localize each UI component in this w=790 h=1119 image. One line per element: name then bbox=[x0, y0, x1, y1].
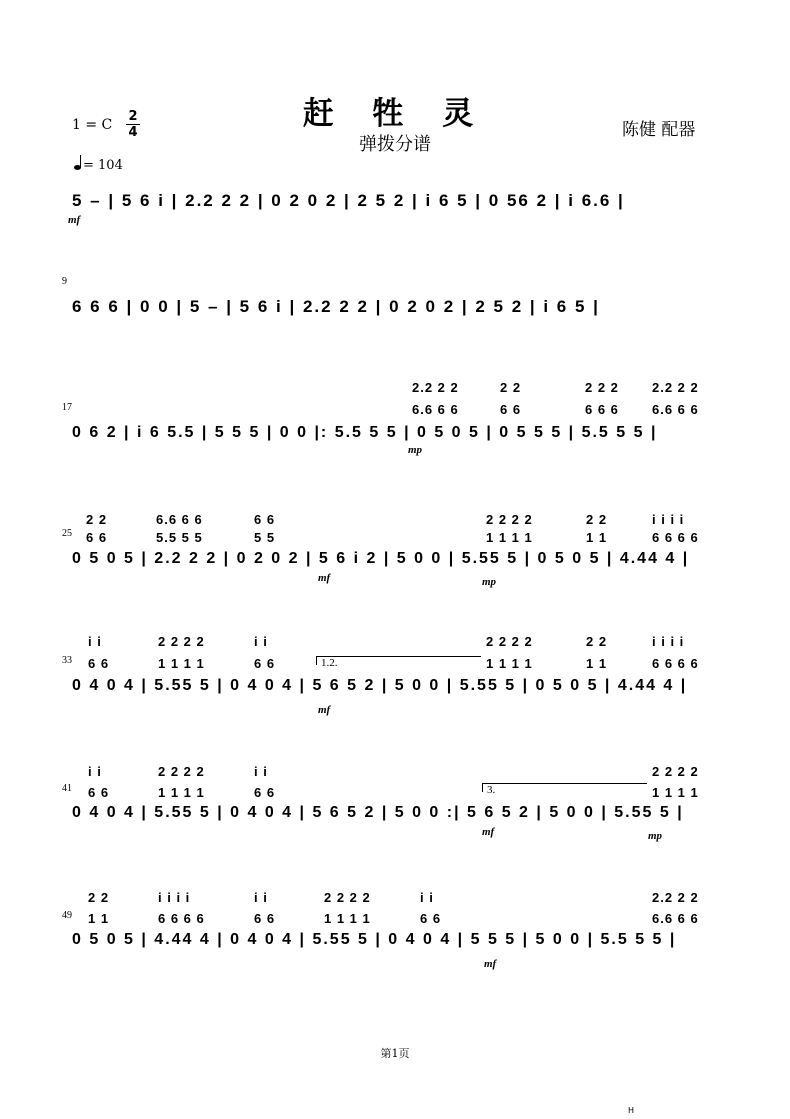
measure-number: 17 bbox=[62, 402, 72, 413]
dynamic-mf: mf bbox=[68, 214, 81, 226]
chord-upper: i i bbox=[254, 634, 268, 649]
chord-upper: 2 2 2 2 bbox=[486, 634, 533, 649]
score-subtitle: 弹拨分谱 bbox=[359, 134, 431, 155]
system-7-notes: 0 5 0 5 | 4.44 4 | 0 4 0 4 | 5.55 5 | 0 4 0 4 | 5 5 5 | 5 0 0 | 5.5 5 5 | bbox=[72, 931, 677, 948]
chord-upper: 2 2 bbox=[586, 634, 608, 649]
chord-middle: 5.5 5 5 bbox=[156, 530, 203, 545]
dynamic-mp: mp bbox=[408, 444, 423, 456]
tempo-value: = 104 bbox=[83, 158, 123, 173]
chord-middle: 6 6 6 6 bbox=[652, 656, 699, 671]
chord-upper: i i i i bbox=[652, 512, 685, 527]
chord-middle: 1 1 1 1 bbox=[158, 656, 205, 671]
time-signature bbox=[126, 110, 140, 139]
chord-middle: 6 6 bbox=[254, 656, 276, 671]
chord-upper: 6.6 6 6 bbox=[156, 512, 203, 527]
chord-upper: 2 2 bbox=[500, 380, 522, 395]
key-signature: 1 = C bbox=[72, 117, 113, 133]
chord-upper: 2 2 2 2 bbox=[324, 890, 371, 905]
dynamic-mf: mf bbox=[318, 704, 331, 716]
chord-upper: i i bbox=[254, 764, 268, 779]
chord-upper: 2 2 bbox=[88, 890, 110, 905]
chord-upper: i i bbox=[420, 890, 434, 905]
chord-middle: 1 1 1 1 bbox=[652, 785, 699, 800]
time-signature-top: 2 bbox=[128, 109, 138, 124]
volta-bracket: 3. bbox=[482, 783, 647, 792]
chord-middle: 6 6 bbox=[86, 530, 108, 545]
chord-middle: 1 1 bbox=[88, 911, 110, 926]
chord-middle: 6 6 bbox=[88, 656, 110, 671]
chord-middle: 1 1 bbox=[586, 530, 608, 545]
chord-middle: 6 6 6 bbox=[585, 402, 619, 417]
volta-bracket: 1.2. bbox=[316, 656, 481, 665]
page-number: 第1页 bbox=[380, 1047, 410, 1060]
chord-middle: 1 1 bbox=[586, 656, 608, 671]
measure-number: 33 bbox=[62, 655, 72, 666]
chord-middle: 6 6 6 6 bbox=[158, 911, 205, 926]
chord-upper: 2 2 2 2 bbox=[652, 764, 699, 779]
chord-upper: i i bbox=[88, 764, 102, 779]
chord-upper: 2.2 2 2 bbox=[412, 380, 459, 395]
chord-upper: 2 2 2 2 bbox=[158, 634, 205, 649]
chord-middle: 1 1 1 1 bbox=[486, 530, 533, 545]
dynamic-mp: mp bbox=[648, 830, 663, 842]
chord-upper: i i bbox=[254, 890, 268, 905]
dynamic-mf: mf bbox=[318, 572, 331, 584]
chord-middle: 1 1 1 1 bbox=[486, 656, 533, 671]
measure-number: 25 bbox=[62, 528, 72, 539]
measure-number: 41 bbox=[62, 783, 72, 794]
measure-number: 9 bbox=[62, 276, 67, 287]
dynamic-mf: mf bbox=[482, 826, 495, 838]
system-2-notes: 6 6 6 | 0 0 | 5 – | 5 6 i | 2.2 2 2 | 0 2 0 2 | 2 5 2 | i 6 5 | bbox=[72, 297, 600, 316]
time-signature-bottom: 4 bbox=[128, 125, 138, 140]
chord-upper: 2 2 2 2 bbox=[486, 512, 533, 527]
system-3-notes: 0 6 2 | i 6 5.5 | 5 5 5 | 0 0 |: 5.5 5 5 | 0 5 0 5 | 0 5 5 5 | 5.5 5 5 | bbox=[72, 424, 658, 441]
chord-middle: 6 6 bbox=[500, 402, 522, 417]
chord-middle: 6.6 6 6 bbox=[652, 402, 699, 417]
chord-middle: 6 6 bbox=[254, 911, 276, 926]
system-5-notes: 0 4 0 4 | 5.55 5 | 0 4 0 4 | 5 6 5 2 | 5 0 0 | 5.55 5 | 0 5 0 5 | 4.44 4 | bbox=[72, 677, 688, 694]
chord-middle: 5 5 bbox=[254, 530, 276, 545]
system-4-notes: 0 5 0 5 | 2.2 2 2 | 0 2 0 2 | 5 6 i 2 | 5 0 0 | 5.55 5 | 0 5 0 5 | 4.44 4 | bbox=[72, 550, 690, 567]
chord-upper: 6 6 bbox=[254, 512, 276, 527]
chord-upper: i i i i bbox=[158, 890, 191, 905]
chord-middle: 6 6 6 6 bbox=[652, 530, 699, 545]
chord-middle: 6 6 bbox=[254, 785, 276, 800]
corner-mark: H bbox=[628, 1106, 635, 1115]
chord-upper: 2 2 bbox=[86, 512, 108, 527]
dynamic-mp: mp bbox=[482, 576, 497, 588]
system-6-notes: 0 4 0 4 | 5.55 5 | 0 4 0 4 | 5 6 5 2 | 5 0 0 :| 5 6 5 2 | 5 0 0 | 5.55 5 | bbox=[72, 804, 684, 821]
chord-upper: 2 2 2 bbox=[585, 380, 619, 395]
chord-middle: 6 6 bbox=[88, 785, 110, 800]
chord-upper: 2.2 2 2 bbox=[652, 890, 699, 905]
quarter-note-icon bbox=[74, 165, 81, 170]
chord-middle: 1 1 1 1 bbox=[158, 785, 205, 800]
chord-upper: 2 2 bbox=[586, 512, 608, 527]
chord-upper: 2 2 2 2 bbox=[158, 764, 205, 779]
chord-upper: i i bbox=[88, 634, 102, 649]
measure-number: 49 bbox=[62, 910, 72, 921]
chord-middle: 6.6 6 6 bbox=[652, 911, 699, 926]
dynamic-mf: mf bbox=[484, 958, 497, 970]
system-1-notes: 5 – | 5 6 i | 2.2 2 2 | 0 2 0 2 | 2 5 2 | i 6 5 | 0 56 2 | i 6.6 | bbox=[72, 191, 625, 210]
chord-middle: 1 1 1 1 bbox=[324, 911, 371, 926]
tempo-marking bbox=[74, 158, 123, 173]
score-title: 赶 牲 灵 bbox=[302, 96, 488, 132]
chord-upper: i i i i bbox=[652, 634, 685, 649]
chord-upper: 2.2 2 2 bbox=[652, 380, 699, 395]
chord-middle: 6 6 bbox=[420, 911, 442, 926]
arranger-credit: 陈健 配器 bbox=[622, 120, 696, 140]
chord-middle: 6.6 6 6 bbox=[412, 402, 459, 417]
